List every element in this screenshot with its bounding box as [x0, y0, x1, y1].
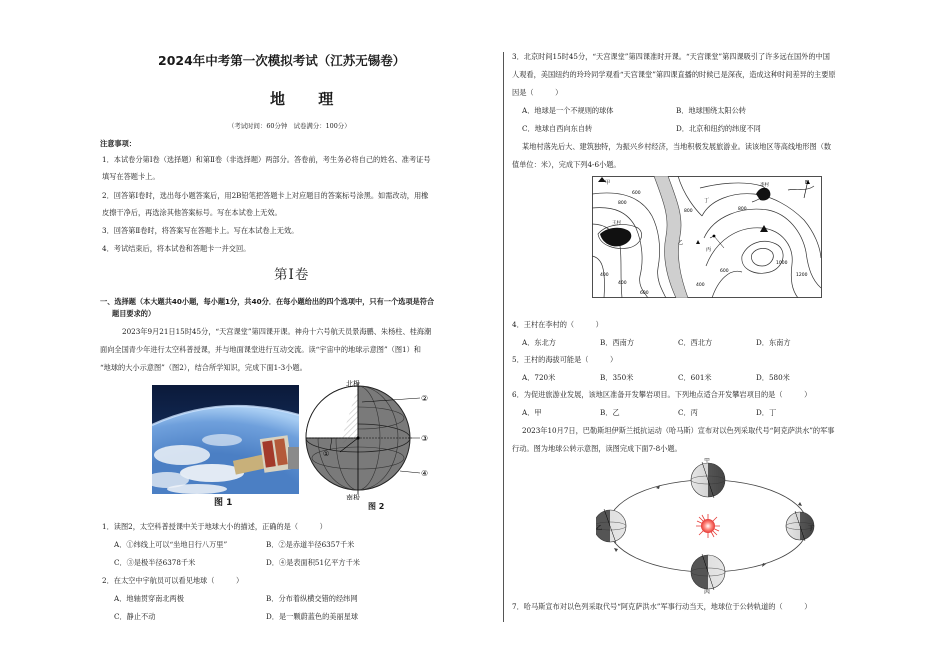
contour-value-label: 1200 [796, 273, 808, 278]
fig2-label-3: ③ [421, 434, 429, 443]
fig1-caption: 图 1 [214, 498, 233, 508]
q4-option-d[interactable]: D．东南方 [756, 338, 791, 347]
q2-option-c[interactable]: C．静止不动 [114, 612, 156, 621]
passage2-line1: 某地村落先后大、建筑独特，为振兴乡村经济，当地积极发展旅游业。读该地区等高线地形图（数 [522, 142, 832, 151]
contour-value-label: 400 [618, 281, 627, 286]
fig2-caption: 图 2 [368, 502, 385, 511]
q5-option-a[interactable]: A．720米 [522, 373, 556, 382]
exam-info: （考试时间：60分钟 试卷满分：100分） [228, 122, 351, 130]
q6-option-b[interactable]: B．乙 [600, 408, 620, 417]
earth-revolution-diagram [596, 458, 816, 594]
point-yi-label: 乙 [678, 240, 684, 246]
q2-option-a[interactable]: A．地轴贯穿南北两极 [114, 594, 184, 603]
fig2-label-4: ④ [421, 469, 429, 478]
q6-option-d[interactable]: D．丁 [756, 408, 777, 417]
q3-stem-b: 人观看，美国纽约的玲玲同学观看“天宫课堂”第四课直播的时候已是深夜，造成这种时间差异的主要原 [512, 70, 836, 79]
contour-value-label: 400 [600, 273, 609, 278]
q3-option-b[interactable]: B．地球围绕太阳公转 [676, 106, 746, 115]
north-arrow-label: N [805, 180, 810, 186]
note-4: 4．考试结束后，将本试卷和答题卡一并交回。 [102, 244, 251, 253]
point-bing-label: 丙 [706, 247, 712, 253]
fig2-label-1: ① [323, 450, 330, 458]
point-ding-label: 丁 [704, 198, 710, 204]
contour-value-label: 1000 [776, 261, 788, 266]
note-1a: 1．本试卷分第Ⅰ卷（选择题）和第Ⅱ卷（非选择题）两部分。答卷前，考生务必将自己的姓名、准考证号 [102, 155, 431, 164]
contour-value-label: 800 [618, 201, 627, 206]
q2-option-d[interactable]: D．是一颗蔚蓝色的美丽星球 [266, 612, 359, 621]
sun-symbol [696, 514, 720, 538]
contour-value-label: 800 [738, 207, 747, 212]
q1-option-a[interactable]: A．①纬线上可以“坐地日行八万里” [114, 540, 228, 549]
q1-option-b[interactable]: B．②是赤道半径6357千米 [266, 540, 355, 549]
q4-option-a[interactable]: A．东北方 [522, 338, 556, 347]
note-1b: 填写在答题卡上。 [102, 172, 160, 181]
q1-stem: 1．读图2，太空科普授课中关于地球大小的描述，正确的是（ ） [102, 522, 327, 531]
contour-map [592, 176, 822, 298]
q3-stem-c: 因是（ ） [512, 88, 563, 97]
q3-stem-a: 3．北京时间15时45分，“天宫课堂”第四课准时开课。“天宫课堂”第四课吸引了许多远在国外的中国 [512, 52, 830, 61]
q4-option-c[interactable]: C．西北方 [678, 338, 713, 347]
q6-option-c[interactable]: C．丙 [678, 408, 698, 417]
q5-option-c[interactable]: C．601米 [678, 373, 712, 382]
note-2a: 2．回答第Ⅰ卷时，选出每小题答案后，用2B铅笔把答题卡上对应题目的答案标号涂黑。如需改动，用橡 [102, 191, 429, 200]
passage1-line2: 面向全国青少年进行太空科普授课，并与地面课堂进行互动交流。读“宇宙中的地球示意图”（图1）和 [100, 345, 421, 354]
q5-option-d[interactable]: D．580米 [756, 373, 790, 382]
q5-stem: 5．王村的海拔可能是（ ） [512, 355, 618, 364]
q3-option-a[interactable]: A．地球是一个不规则的球体 [522, 106, 614, 115]
contour-value-label: 600 [720, 269, 729, 274]
passage3-line1: 2023年10月7日，巴勒斯坦伊斯兰抵抗运动（哈马斯）宣布对以色列采取代号“阿克萨洪水”的军事 [522, 426, 835, 435]
licun-label: 李村 [760, 183, 769, 188]
south-pole-label: 南极 [346, 494, 360, 500]
q3-option-d[interactable]: D．北京和纽约的纬度不同 [676, 124, 761, 133]
orbit-label-ding: 丁 [808, 525, 815, 532]
wangcun-label: 王村 [612, 221, 621, 226]
exam-title: 2024年中考第一次模拟考试（江苏无锡卷） [158, 53, 406, 68]
subject-title: 地 理 [270, 90, 348, 108]
contour-value-label: 800 [684, 209, 693, 214]
q4-stem: 4．王村在李村的（ ） [512, 320, 603, 329]
section-intro-a: 一、选择题（本大题共40小题，每小题1分，共40分．在每小题给出的四个选项中，只有一个选项是符合 [100, 297, 435, 306]
q1-option-d[interactable]: D．④是表面积51亿平方千米 [266, 558, 360, 567]
note-2b: 皮擦干净后，再选涂其他答案标号。写在本试卷上无效。 [102, 208, 282, 217]
q4-option-b[interactable]: B．西南方 [600, 338, 635, 347]
section-intro-b: 题目要求的） [112, 309, 156, 318]
q2-stem: 2．在太空中宇航员可以看见地球（ ） [102, 576, 244, 585]
orbit-label-yi: 乙 [596, 525, 603, 532]
earth-position-jia [691, 462, 725, 498]
earth-size-diagram [300, 378, 438, 500]
q6-option-a[interactable]: A．甲 [522, 408, 542, 417]
passage3-line2: 行动。图为地球公转示意图，读图完成下面7-8小题。 [512, 444, 682, 453]
contour-value-label: 600 [640, 291, 649, 296]
orbit-label-bing: 丙 [704, 589, 711, 594]
fig2-label-2: ② [421, 394, 429, 403]
q7-stem: 7．哈马斯宣布对以色列采取代号“阿克萨洪水”军事行动当天，地球位于公转轨道的（ ） [512, 602, 812, 611]
earth-from-space-photo [152, 385, 299, 494]
earth-position-bing [691, 554, 725, 590]
column-divider [503, 52, 504, 622]
passage1-line1: 2023年9月21日15时45分，“天宫课堂”第四课开课。神舟十六号航天员景海鹏、朱杨柱、桂海潮 [122, 327, 432, 336]
q2-option-b[interactable]: B．分布着纵横交错的经纬网 [266, 594, 358, 603]
q6-stem: 6．为促进旅游业发展，该地区准备开发攀岩项目。下列地点适合开发攀岩项目的是（ ） [512, 390, 812, 399]
note-3: 3．回答第Ⅱ卷时，将答案写在答题卡上。写在本试卷上无效。 [102, 226, 299, 235]
contour-value-label: 600 [632, 191, 641, 196]
passage1-line3: “地球的大小示意图”（图2），结合所学知识，完成下面1-3小题。 [100, 363, 307, 372]
north-pole-label: 北极 [346, 380, 360, 388]
q1-option-c[interactable]: C．③是极半径6378千米 [114, 558, 196, 567]
q5-option-b[interactable]: B．350米 [600, 373, 634, 382]
q3-option-c[interactable]: C．地球自西向东自转 [522, 124, 593, 133]
notes-heading: 注意事项： [100, 139, 136, 148]
orbit-label-jia: 甲 [704, 458, 711, 464]
point-jia-label: 甲 [605, 180, 611, 186]
volume-title: 第Ⅰ卷 [274, 267, 310, 283]
passage2-line2: 值单位：米），完成下列4-6小题。 [512, 160, 621, 169]
contour-value-label: 400 [696, 283, 705, 288]
